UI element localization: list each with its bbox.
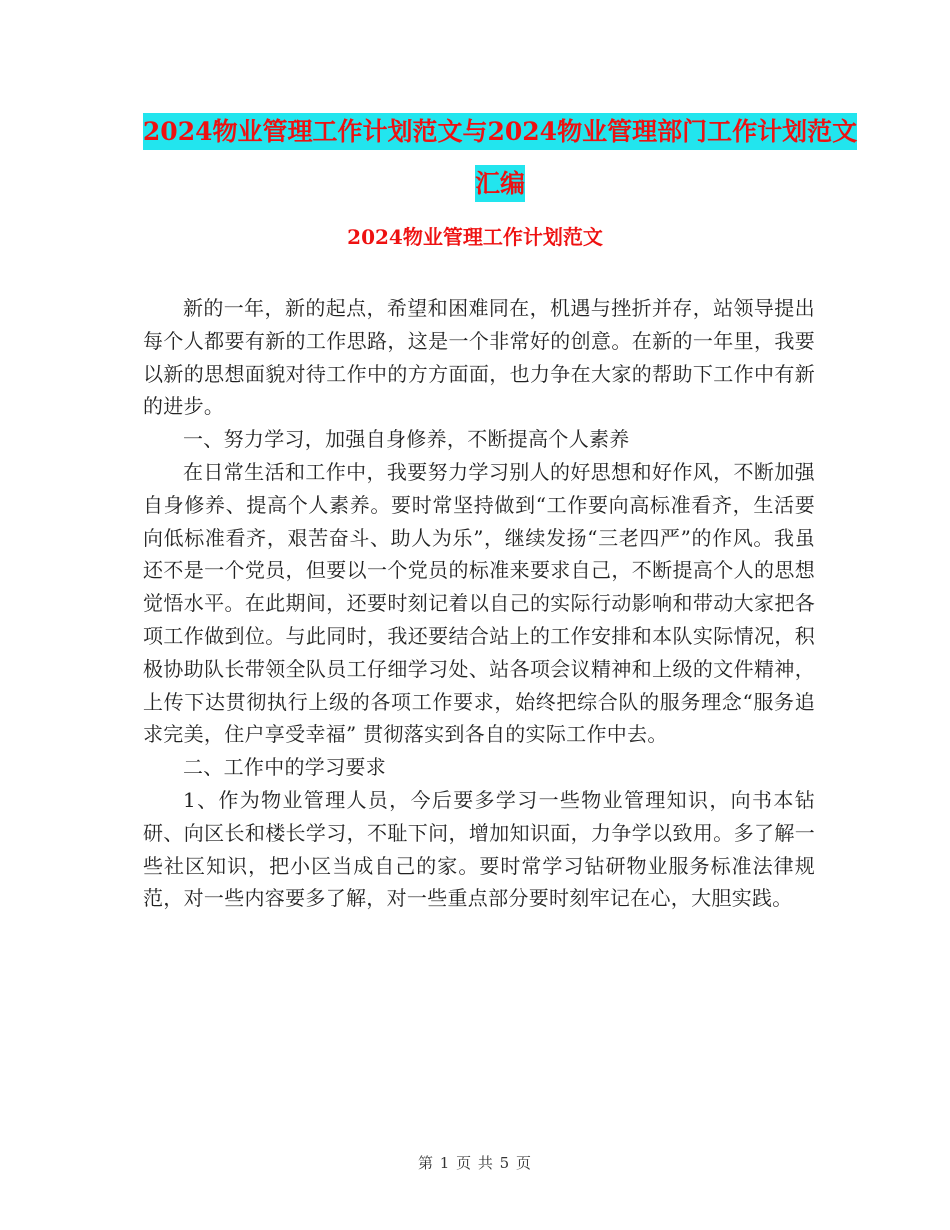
document-title-text: 2024物业管理工作计划范文与2024物业管理部门工作计划范文汇编 [143, 113, 857, 202]
paragraph-daily-study: 在日常生活和工作中，我要努力学习别人的好思想和好作风，不断加强自身修养、提高个人素养。要时常坚持做到“工作要向高标准看齐，生活要向低标准看齐，艰苦奋斗、助人为乐”，继续发扬“三老四严”的作风。我虽还不是一个党员，但要以一个党员的标准来要求自己，不断提高个人的思想觉悟水平。在此期间，还要时刻记着以自己的实际行动影响和带动大家把各项工作做到位。与此同时，我还要结合站上的工作安排和本队实际情况，积极协助队长带领全队员工仔细学习处、站各项会议精神和上级的文件精神，上传下达贯彻执行上级的各项工作要求，始终把综合队的服务理念“服务追求完美，住户享受幸福” 贯彻落实到各自的实际工作中去。 [143, 459, 815, 747]
paragraph-property-knowledge: 1、作为物业管理人员，今后要多学习一些物业管理知识，向书本钻研、向区长和楼长学习，不耻下问，增加知识面，力争学以致用。多了解一些社区知识，把小区当成自己的家。要时常学习钻研物业服务标准法律规范，对一些内容要多了解，对一些重点部分要时刻牢记在心，大胆实践。 [143, 787, 815, 911]
page-footer: 第 1 页 共 5 页 [418, 1154, 532, 1172]
heading-study-self-cultivation: 一、努力学习，加强自身修养，不断提高个人素养 [183, 427, 630, 452]
document-body [143, 292, 815, 915]
section-title: 2024物业管理工作计划范文 [347, 225, 603, 249]
document-title [140, 106, 860, 210]
heading-work-study-requirements: 二、工作中的学习要求 [183, 755, 386, 780]
paragraph-intro: 新的一年，新的起点，希望和困难同在，机遇与挫折并存，站领导提出每个人都要有新的工作思路，这是一个非常好的创意。在新的一年里，我要以新的思想面貌对待工作中的方方面面，也力争在大家的帮助下工作中有新的进步。 [143, 296, 815, 419]
